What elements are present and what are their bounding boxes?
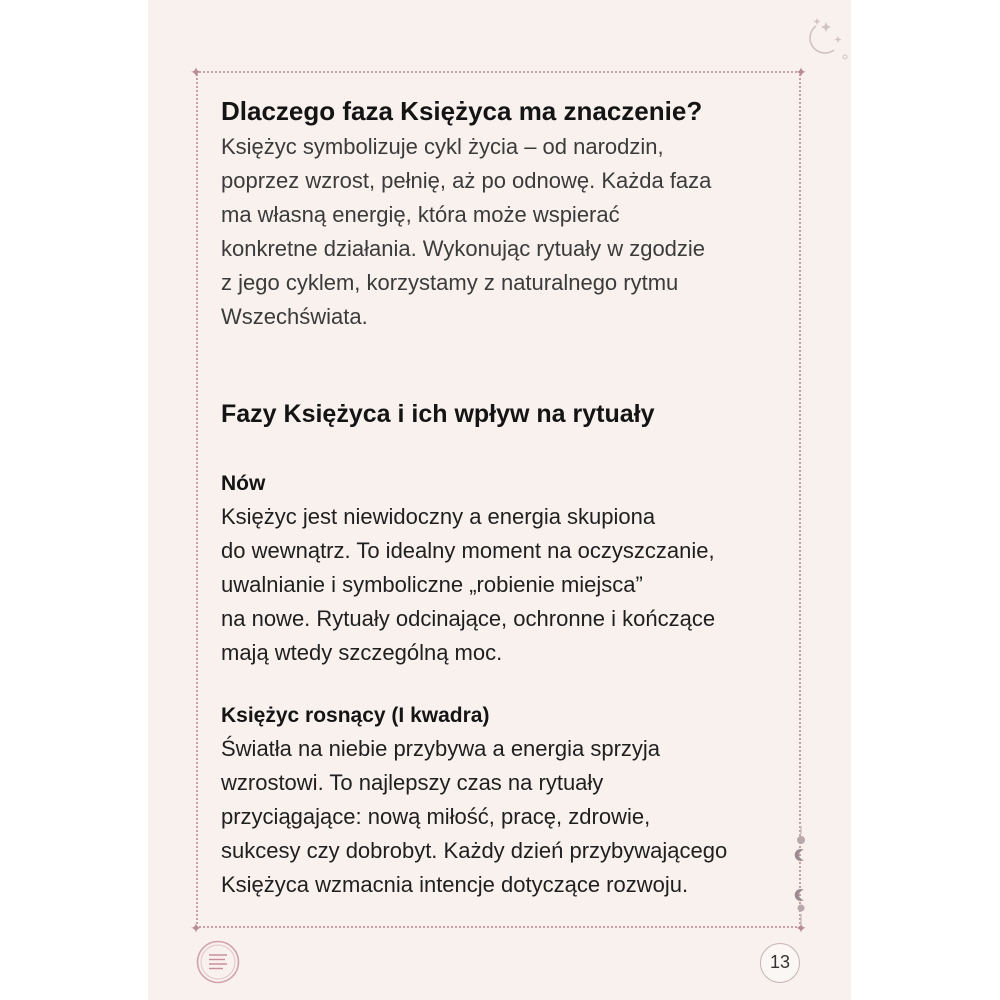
- sparkle-star-icon: ✦: [190, 920, 202, 936]
- phase-heading-waxing-moon: Księżyc rosnący (I kwadra): [221, 704, 490, 727]
- page-content: [221, 92, 781, 902]
- book-page: [148, 0, 851, 1000]
- section-heading-phases: Fazy Księżyca i ich wpływ na rytuały: [221, 400, 655, 428]
- moon-phases-icon: [788, 826, 814, 926]
- sparkle-star-icon: ✦: [795, 920, 807, 936]
- phase-paragraph-waxing-moon: Światła na niebie przybywa a energia sprzyja wzrostowi. To najlepszy czas na rytuały przyciągające: nową miłość, pracę, zdrowie, sukcesy czy dobrobyt. Każdy dzień przybywającego Księżyca wzmacnia intencje dotyczące rozwoju.: [221, 736, 728, 897]
- section-paragraph-why: Księżyc symbolizuje cykl życia – od narodzin, poprzez wzrost, pełnię, aż po odnowę. Każda faza ma własną energię, która może wspierać konkretne działania. Wykonując rytuały w zgodzie z jego cyklem, korzystamy z naturalnego rytmu Wszechświata.: [221, 134, 712, 329]
- sparkle-star-icon: ✦: [795, 64, 807, 80]
- menu-lines-icon[interactable]: [196, 940, 240, 984]
- phase-heading-new-moon: Nów: [221, 472, 266, 495]
- sparkle-star-icon: ✦: [190, 64, 202, 80]
- section-heading-why: Dlaczego faza Księżyca ma znaczenie?: [221, 96, 703, 126]
- page-number: 13: [760, 943, 800, 983]
- crescent-moon-stars-icon: [784, 10, 854, 70]
- phase-paragraph-new-moon: Księżyc jest niewidoczny a energia skupiona do wewnątrz. To idealny moment na oczyszczanie, uwalnianie i symboliczne „robienie miejsca” na nowe. Rytuały odcinające, ochronne i kończące mają wtedy szczególną moc.: [221, 504, 716, 665]
